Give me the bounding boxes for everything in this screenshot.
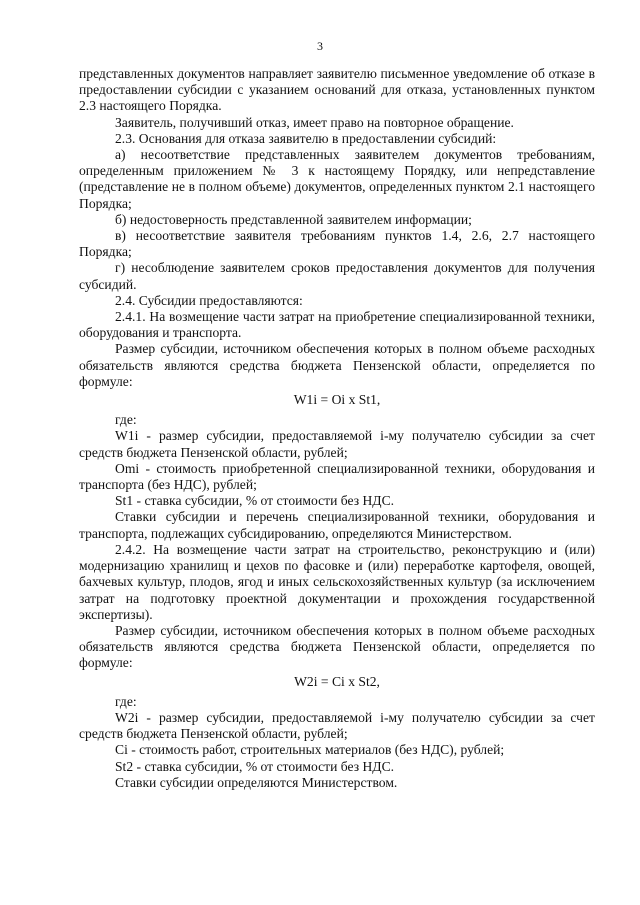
paragraph-p-size-2: Размер субсидии, источником обеспечения которых в полном объеме расходных обязательств являются средства бюджета Пензенской области, определяется по формуле: <box>79 622 595 671</box>
paragraph-p-ci: Ci - стоимость работ, строительных материалов (без НДС), рублей; <box>115 742 505 758</box>
page-number: 3 <box>317 39 323 53</box>
paragraph-p-where-2: где: <box>115 693 137 709</box>
paragraph-p-where-1: где: <box>115 412 137 428</box>
paragraph-p-st2: St2 - ставка субсидии, % от стоимости без НДС. <box>115 758 395 774</box>
paragraph-p-2-4: 2.4. Субсидии предоставляются: <box>115 292 303 308</box>
document-body <box>79 66 595 791</box>
paragraph-p-2-3-b: б) недостоверность представленной заявителем информации; <box>115 211 472 227</box>
paragraph-p-rates-1: Ставки субсидии и перечень специализированной техники, оборудования и транспорта, подлежащих субсидированию, определяются Министерством. <box>79 509 595 541</box>
paragraph-p-2-4-2: 2.4.2. На возмещение части затрат на строительство, реконструкцию и (или) модернизацию хранилищ и цехов по фасовке и (или) переработке картофеля, овощей, бахчевых культур, плодов, ягод и иных сельскохозяйственных культур (за исключением затрат на подготовку проектной документации и прохождения государственной экспертизы). <box>79 541 595 622</box>
paragraph-p-rates-2: Ставки субсидии определяются Министерством. <box>115 774 398 790</box>
paragraph-p-2-3-g: г) несоблюдение заявителем сроков предоставления документов для получения субсидий. <box>79 260 595 292</box>
paragraph-p-2-3: 2.3. Основания для отказа заявителю в предоставлении субсидий: <box>115 130 497 146</box>
paragraph-p-2-3-a: а) несоответствие представленных заявителем документов требованиям, определенным приложением № 3 к настоящему Порядку, или непредставление (представление не в полном объеме) документов, определенных пунктом 2.1 настоящего Порядка; <box>79 147 595 211</box>
paragraph-p-st1: St1 - ставка субсидии, % от стоимости без НДС. <box>115 493 395 509</box>
formula: W1i = Oi x St1, <box>293 392 381 408</box>
paragraph-p-continuation: представленных документов направляет заявителю письменное уведомление об отказе в предоставлении субсидии с указанием оснований для отказа, установленных пунктом 2.3 настоящего Порядка. <box>79 66 595 114</box>
paragraph-p-2-3-v: в) несоответствие заявителя требованиям пунктов 1.4, 2.6, 2.7 настоящего Порядка; <box>79 228 595 260</box>
paragraph-p-w2i: W2i - размер субсидии, предоставляемой i-му получателю субсидии за счет средств бюджета Пензенской области, рублей; <box>79 709 595 742</box>
paragraph-p-w1i: W1i - размер субсидии, предоставляемой i-му получателю субсидии за счет средств бюджета Пензенской области, рублей; <box>79 428 595 460</box>
paragraph-p-repeat: Заявитель, получивший отказ, имеет право на повторное обращение. <box>115 114 514 130</box>
paragraph-p-omi: Omi - стоимость приобретенной специализированной техники, оборудования и транспорта (без НДС), рублей; <box>79 460 595 493</box>
paragraph-p-2-4-1: 2.4.1. На возмещение части затрат на приобретение специализированной техники, оборудования и транспорта. <box>79 309 595 341</box>
paragraph-p-size-1: Размер субсидии, источником обеспечения которых в полном объеме расходных обязательств являются средства бюджета Пензенской области, определяется по формуле: <box>79 341 595 389</box>
formula: W2i = Ci x St2, <box>294 673 380 689</box>
